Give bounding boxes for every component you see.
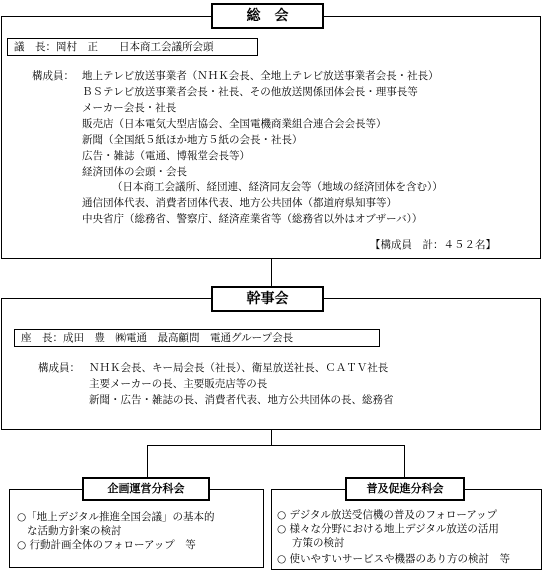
executive-committee-chair: 座 長：成田 豊 ㈱電通 最高顧問 電通グループ会長 bbox=[14, 329, 380, 347]
planning-subcommittee-title: 企画運営分科会 bbox=[82, 477, 210, 501]
promotion-item-4: ○ 使いやすいサービスや機器のあり方の検討 等 bbox=[277, 553, 510, 565]
ec-member-3: 新聞・広告・雑誌の長、消費者代表、地方公共団体の長、総務省 bbox=[89, 394, 394, 406]
ga-member-5: 新聞（全国紙５紙ほか地方５紙の会長・社長） bbox=[82, 134, 303, 146]
ga-member-6: 広告・雑誌（電通、博報堂会長等） bbox=[82, 150, 250, 162]
executive-committee-members-label: 構成員： bbox=[38, 362, 80, 374]
executive-committee-title: 幹事会 bbox=[211, 286, 324, 312]
ga-member-4: 販売店（日本電気大型店協会、全国電機商業組合連合会会長等） bbox=[82, 118, 387, 130]
ga-member-2: ＢＳテレビ放送事業者会長・社長、その他放送関係団体会長・理事長等 bbox=[82, 86, 418, 98]
ga-member-10: 中央省庁（総務省、警察庁、経済産業省等（総務省以外はオブザーバ）） bbox=[82, 213, 423, 225]
connector-middle bbox=[271, 429, 272, 445]
promotion-subcommittee-title: 普及促進分科会 bbox=[345, 477, 465, 501]
ec-member-1: ＮＨＫ会長、キー局会長（社長）、衛星放送社長、ＣＡＴＶ社長 bbox=[89, 362, 389, 374]
ec-member-2: 主要メーカーの長、主要販売店等の長 bbox=[89, 378, 268, 390]
planning-item-2: な活動方針案の検討 bbox=[27, 525, 122, 537]
connector-horizontal bbox=[147, 445, 405, 446]
ga-member-8: （日本商工会議所、経団連、経済同友会等（地域の経済団体を含む）） bbox=[112, 181, 443, 193]
general-assembly-title: 総 会 bbox=[211, 3, 324, 29]
general-assembly-chair: 議 長：岡村 正 日本商工会議所会頭 bbox=[7, 38, 258, 56]
ga-member-1: 地上テレビ放送事業者（ＮＨＫ会長、全地上テレビ放送事業者会長・社長） bbox=[82, 70, 439, 82]
general-assembly-total: 【構成員 計：４５２名】 bbox=[370, 239, 496, 251]
promotion-item-3: 方策の検討 bbox=[292, 537, 345, 549]
ga-member-7: 経済団体の会頭・会長 bbox=[82, 166, 187, 178]
general-assembly-members-label: 構成員： bbox=[32, 70, 74, 82]
promotion-item-2: ○ 様々な分野における地上デジタル放送の活用 bbox=[277, 523, 499, 535]
ga-member-9: 通信団体代表、消費者団体代表、地方公共団体（都道府県知事等） bbox=[82, 197, 397, 209]
ga-member-3: メーカー会長・社長 bbox=[82, 102, 177, 114]
planning-item-1: ○「地上デジタル推進全国会議」の基本的 bbox=[17, 511, 215, 523]
planning-item-3: ○ 行動計画全体のフォローアップ 等 bbox=[17, 539, 196, 551]
promotion-item-1: ○ デジタル放送受信機の普及のフォローアップ bbox=[277, 509, 498, 521]
